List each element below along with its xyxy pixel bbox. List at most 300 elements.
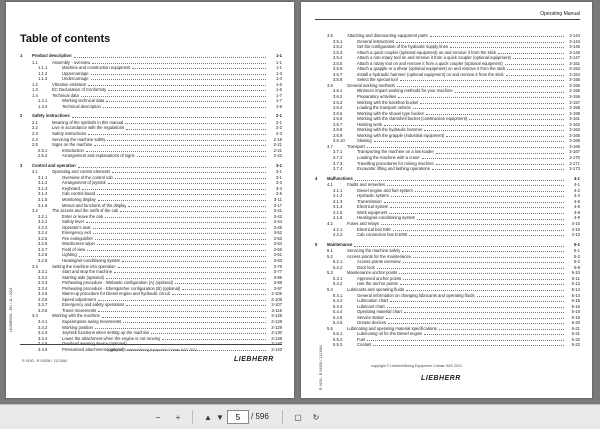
toc-title-text: Approved anchor points [357, 275, 402, 281]
footer-rule [20, 344, 282, 345]
toc-number: 4.2.1 [333, 226, 343, 232]
toc-page: 3-128 [271, 319, 282, 325]
toc-page: 3-154 [569, 71, 580, 77]
toc-title-text: Coolant [357, 342, 372, 348]
toc-title: Table of contents [20, 33, 111, 45]
toc-number: 3.2.2 [38, 219, 48, 225]
toc-page: 5-9 [573, 264, 580, 270]
toc-number: 3.6.5 [333, 110, 343, 116]
toc-page: 3-157 [569, 99, 580, 105]
toc-leader [95, 328, 266, 329]
toc-leader [355, 180, 564, 181]
toc-page: 3-156 [569, 94, 580, 100]
toc-leader [123, 322, 266, 323]
toc-leader [381, 224, 564, 225]
toc-leader [424, 334, 564, 335]
toc-title-text: Use the anchor points [357, 281, 398, 287]
toc-title-text: Uppercarriage [62, 70, 89, 76]
toc-title-text: Diesel engine and fuel system [357, 187, 413, 193]
toc-number: 3.7.4 [333, 166, 343, 172]
toc-title-text: General instructions [357, 38, 395, 44]
toc-number: 5.5.2 [333, 336, 343, 342]
toc-title-text: Enter or leave the cab [62, 213, 103, 219]
toc-title-text: Machine and construction equipment [62, 65, 131, 71]
toc-number: 4.1.2 [333, 193, 343, 199]
rotate-icon[interactable]: ↻ [312, 412, 320, 422]
toc-number: 2.5.2 [38, 153, 48, 159]
toc-leader [390, 207, 564, 208]
toc-number: 5.4 [327, 286, 333, 292]
toc-leader [97, 194, 266, 195]
toc-title-text: Travelling procedures for mining machine [357, 160, 434, 166]
toc-leader [128, 206, 266, 207]
toc-number: 1.1.2 [38, 70, 48, 76]
toc-title-text: Slewing [357, 138, 372, 144]
toc-leader [426, 114, 564, 115]
toc-page: 4-1 [573, 175, 580, 181]
toc-leader [72, 117, 266, 118]
toc-title-text: Preheating procedure - Eberspächer configuration (B) (optional) [62, 285, 181, 291]
toc-page: 3-17 [273, 202, 282, 208]
toc-page: 3-158 [569, 105, 580, 111]
toc-number: 5.4.3 [333, 303, 343, 309]
toc-title-text: Access points for the maintenance [347, 253, 412, 259]
previous-page-icon[interactable]: ▲ [204, 412, 212, 422]
toc-leader [403, 279, 564, 280]
toc-page: 3-97 [273, 285, 282, 291]
toc-number: 5.2.1 [333, 259, 343, 265]
toc-page: 1-6 [275, 81, 282, 87]
toc-page: 4-4 [573, 193, 580, 199]
toc-title-text: Working with the machine [52, 313, 100, 319]
toc-title-text: Product description [32, 53, 72, 58]
toc-title-text: Fuses and relays [347, 221, 379, 226]
toc-title-text: Loading the machine with a crane [357, 155, 420, 161]
toc-leader [377, 268, 564, 269]
toc-number: 3.6.4 [333, 105, 343, 111]
toc-page: 3-42 [273, 213, 282, 219]
toc-title-text: Grease devices [357, 320, 387, 326]
toc-page: 3-52 [273, 230, 282, 236]
toc-leader [137, 156, 266, 157]
toc-title-text: Minimum impact working methods for your machine [357, 88, 453, 94]
toc-title-text: Operating and control elements [52, 169, 111, 175]
toc-title-text: Overview of the control cab [62, 174, 113, 180]
toc-title-text: Meaning of the symbols in this manual [52, 119, 124, 125]
toc-page: 3-145 [569, 44, 580, 50]
toc-page: 4-13 [571, 232, 580, 238]
toc-page: 3-1 [275, 162, 282, 168]
toc-leader [122, 261, 266, 262]
toc-leader [387, 307, 564, 308]
toc-title-text: Service station [357, 314, 385, 320]
toc-number: 1.4.1 [38, 98, 48, 104]
toc-leader [162, 339, 266, 340]
toc-page: 1-1 [275, 59, 282, 65]
toc-number: 3.5.2 [333, 44, 343, 50]
toc-page: 3-167 [569, 149, 580, 155]
toc-page: 2-18 [273, 136, 282, 142]
zoom-out-icon[interactable]: − [155, 412, 161, 422]
toc-number: 2.5 [32, 142, 38, 148]
toc-number: 4.2 [327, 221, 333, 226]
toc-number: 3.2 [32, 208, 38, 214]
toc-title-text: Electrical system [357, 204, 389, 210]
toc-title-text: Superimpose swing movements [62, 319, 122, 325]
header-rule [315, 19, 580, 20]
toc-leader [105, 217, 266, 218]
viewer-toolbar [0, 404, 600, 429]
toc-page: 3-173 [569, 166, 580, 172]
toc-number: 3.1.2 [38, 180, 48, 186]
toc-title-text: Cab connection box E1005 [357, 232, 408, 238]
toc-number: 3.4.4 [38, 335, 48, 341]
toc-page: 3-165 [569, 132, 580, 138]
toc-title-text: Control and operation [32, 162, 76, 168]
toc-number: 3.6.2 [333, 94, 343, 100]
toc-number: 3.2.6 [38, 241, 48, 247]
toc-title-text: Loading the transport vehicle [357, 105, 411, 111]
liebherr-logo: LIEBHERR [421, 375, 461, 382]
toc-number: 1 [20, 53, 23, 58]
toc-page: 3-166 [569, 138, 580, 144]
toc-leader [98, 300, 266, 301]
toc-page: 5-19 [571, 314, 580, 320]
toc-leader [95, 239, 266, 240]
toc-number: 3.2.3 [38, 224, 48, 230]
toc-number: 3.7 [327, 143, 333, 149]
toc-title-text: Attaching and dismounting equipment parts [347, 33, 428, 38]
toc-title-text: Work equipment [357, 209, 388, 215]
toc-title-text: Hydraulic system [357, 193, 389, 199]
toc-entry[interactable] [20, 153, 282, 159]
toc-page: 5-20 [571, 320, 580, 326]
toc-leader [505, 64, 564, 65]
toc-page: 4-9 [573, 215, 580, 221]
toc-number: 3.4.5 [38, 341, 48, 347]
toc-entry[interactable] [20, 52, 282, 60]
toc-leader [102, 317, 266, 318]
toc-page: 3-56 [273, 246, 282, 252]
toc-leader [455, 92, 564, 93]
toc-title-text: Attach a grapple or a shear (optional equipment) on and remove it from the stick [357, 66, 506, 72]
fit-page-icon[interactable]: ▢ [294, 412, 302, 422]
toc-number: 3.7.1 [333, 149, 343, 155]
toc-number: 3.4.1 [38, 319, 48, 325]
toc-page: 5-14 [571, 286, 580, 292]
toc-entry[interactable] [20, 162, 282, 170]
toc-number: 3.4.3 [38, 330, 48, 336]
toc-title-text: Safety instructions [32, 113, 70, 119]
toc-page: 3-105 [271, 291, 282, 297]
toc-page: 3-147 [569, 55, 580, 61]
toc-title-text: Lower the attachment when the engine is not running [62, 335, 161, 341]
toc-number: 4.1.6 [333, 215, 343, 221]
toc-page: 3-140 [271, 341, 282, 347]
toc-title-text: Operating material chart [357, 309, 402, 315]
toc-leader [108, 90, 266, 91]
toc-title-text: Set the configuration of the hydraulic supply lines [357, 44, 449, 50]
toc-entry[interactable] [315, 342, 580, 348]
toc-title-text: Windscreen wiper [62, 241, 96, 247]
toc-title-text: Preheating procedure - Webasto configuration (A) (optional) [62, 280, 173, 286]
toc-page: 1-7 [275, 92, 282, 98]
toc-leader [98, 311, 266, 312]
toc-number: 3.1.6 [38, 202, 48, 208]
toc-page: 3-138 [271, 335, 282, 341]
toc-title-text: Setting the machine into operation [52, 263, 116, 269]
toc-number: 3.5.5 [333, 60, 343, 66]
doc-reference: R 9150 - R 91508 / 1121084 [319, 344, 323, 390]
toc-title-text: Travel movements [62, 307, 97, 313]
toc-title-text: Preparatory activities [357, 94, 397, 100]
toc-leader [354, 246, 564, 247]
right-page [301, 2, 592, 398]
toc-number: 5.4.4 [333, 309, 343, 315]
toc-number: 1.1.3 [38, 76, 48, 82]
next-page-icon[interactable]: ▼ [216, 412, 224, 422]
toc-title-text: EC Declaration of Conformity [52, 87, 107, 93]
page-header: Operating Manual [540, 11, 580, 17]
toc-page: 5-10 [571, 270, 580, 276]
liebherr-logo: LIEBHERR [234, 356, 274, 363]
toc-page: 5-14 [571, 292, 580, 298]
toc-leader [397, 86, 564, 87]
toc-title-text: Maintenance [327, 241, 353, 247]
toc-title-text: Signs on the machine [52, 142, 93, 148]
toc-number: 4.1.1 [333, 187, 343, 193]
toc-title-text: Live in accordance with the regulations [52, 125, 125, 131]
toc-title-text: Arrangement and explanations of signs [62, 153, 135, 159]
toc-number: 1.1.1 [38, 65, 48, 71]
toc-page: 3-4 [275, 185, 282, 191]
toc-number: 3.5.1 [333, 38, 343, 44]
toc-leader [118, 267, 266, 268]
toc-page: 4-8 [573, 209, 580, 215]
toc-number: 3.4.2 [38, 324, 48, 330]
toc-title-text: Vibration emission [52, 81, 87, 87]
toc-title-text: The access and the outfit of the cab [52, 208, 119, 214]
toc-page: 3-170 [569, 155, 580, 161]
toc-leader [399, 273, 564, 274]
toc-leader [393, 230, 564, 231]
toc-leader [446, 136, 564, 137]
toc-number: 3.3.1 [38, 269, 48, 275]
toc-title-text: Working technical data [62, 98, 105, 104]
toc-number: 1.4 [32, 92, 38, 98]
toc-title-text: Overload warning device (optional) [62, 341, 127, 347]
toc-page: 3-53 [273, 235, 282, 241]
toc-leader [386, 318, 564, 319]
toc-leader [172, 294, 266, 295]
toc-title-text: Lubricating oil for the Diesel engine [357, 331, 423, 337]
toc-page: 5-2 [573, 259, 580, 265]
toc-page: 1-3 [275, 70, 282, 76]
toc-leader [374, 141, 564, 142]
toc-page: 2-21 [273, 142, 282, 148]
toc-title-text: Safety lever [62, 219, 85, 225]
toc-title-text: Starting aids (optional) [62, 274, 104, 280]
toc-page: 3-146 [569, 49, 580, 55]
toc-page: 3-3 [275, 180, 282, 186]
toc-entry[interactable] [315, 175, 580, 183]
toc-leader [498, 53, 564, 54]
toc-number: 5.5 [327, 325, 333, 331]
toc-title-text: Lighting [62, 252, 77, 258]
toc-number: 2.4 [32, 136, 38, 142]
toc-number: 5.4.1 [333, 292, 343, 298]
toc-number: 5.5.1 [333, 331, 343, 337]
toc-leader [126, 129, 266, 130]
toc-number: 3.2.7 [38, 246, 48, 252]
toc-title-text: Lubricating and operating material specifications [347, 325, 437, 331]
toc-leader [78, 167, 266, 168]
toc-title-text: Speed adjustment [62, 296, 96, 302]
toc-leader [88, 85, 266, 86]
toc-leader [400, 284, 564, 285]
toc-number: 5.3.2 [333, 281, 343, 287]
toc-leader [132, 68, 266, 69]
toc-title-text: General information on changing lubricants and operating fluids [357, 292, 475, 298]
toc-number: 3.3.2 [38, 274, 48, 280]
toc-page: 3-77 [273, 269, 282, 275]
toc-page: 2-1 [275, 119, 282, 125]
toc-title-text: Keyboard [62, 185, 80, 191]
toc-page: 3-86 [273, 274, 282, 280]
toc-leader [384, 125, 564, 126]
toc-leader [413, 257, 564, 258]
toc-entry[interactable] [20, 104, 282, 110]
toc-page: 3-155 [569, 82, 580, 88]
toc-page: 4-6 [573, 198, 580, 204]
toc-title-text: Transport [347, 143, 365, 149]
toc-leader [432, 169, 564, 170]
toc-leader [373, 345, 564, 346]
toc-number: 3.6 [327, 82, 333, 88]
toc-page: 3-144 [569, 33, 580, 38]
toc-title-text: Maintenance anchor points [347, 270, 398, 276]
toc-page: 5-15 [571, 298, 580, 304]
toc-leader [81, 96, 266, 97]
toc-leader [86, 151, 266, 152]
toc-page: 1-7 [275, 98, 282, 104]
toc-title-text: Start and stop the machine [62, 269, 113, 275]
toc-number: 3.7.2 [333, 155, 343, 161]
right-toc [315, 33, 580, 348]
toc-page: 3-129 [271, 324, 282, 330]
toc-page: 5-22 [571, 336, 580, 342]
toc-entry[interactable] [315, 166, 580, 172]
toc-page: 3-61 [273, 252, 282, 258]
toc-leader [406, 290, 564, 291]
toc-entry[interactable] [315, 232, 580, 238]
toc-number: 2.3 [32, 131, 38, 137]
toc-page: 4-10 [571, 221, 580, 226]
toc-leader [422, 158, 564, 159]
toc-title-text: Working with the clamshell bucket (construction equipment) [357, 116, 468, 122]
toc-number: 3.3.3 [38, 280, 48, 286]
toc-title-text: Working position [62, 324, 93, 330]
toc-number: 5.3 [327, 270, 333, 276]
toc-leader [430, 36, 564, 37]
toc-title-text: Malfunctions [327, 175, 353, 181]
toc-leader [513, 58, 564, 59]
toc-leader [108, 183, 266, 184]
toc-leader [415, 191, 564, 192]
toc-title-text: Assembly - overview [52, 59, 91, 65]
toc-page: 3-11 [273, 196, 282, 202]
toc-page: 3-54 [273, 241, 282, 247]
toc-number: 3.2.5 [38, 235, 48, 241]
toc-title-text: Joystick functions when setting up the machine [62, 330, 150, 336]
toc-entry[interactable] [315, 241, 580, 249]
toc-leader [388, 323, 564, 324]
toc-title-text: Lubrication chart [357, 298, 388, 304]
toc-page: 1-8 [275, 103, 282, 109]
zoom-in-icon[interactable]: + [175, 412, 181, 422]
toc-page: 2-1 [275, 113, 282, 119]
toc-title-text: Hoisting work [357, 121, 383, 127]
toc-number: 3.6.10 [333, 138, 345, 144]
toc-page: 1-1 [275, 65, 282, 71]
toc-number: 3.5.4 [333, 55, 343, 61]
toc-leader [469, 119, 564, 120]
toc-title-text: Install a hydraulic hammer (optional equipment) on and remove it from the stick [357, 71, 504, 77]
toolbar-divider [192, 410, 193, 424]
toc-number: 3.5.8 [333, 77, 343, 83]
page-number-input[interactable] [227, 410, 249, 424]
toc-title-text: Fire extinguisher [62, 235, 93, 241]
toc-leader [436, 164, 564, 165]
toc-number: 5.4.2 [333, 298, 343, 304]
toc-title-text: Transmission [357, 198, 382, 204]
toc-page: 3-162 [569, 121, 580, 127]
toc-number: 3.2.9 [38, 258, 48, 263]
toc-number: 3.3.7 [38, 302, 48, 308]
toc-page: 3-143 [271, 346, 282, 352]
toc-title-text: General working methods [347, 82, 395, 88]
toc-leader [97, 244, 266, 245]
toc-title-text: Attach a non-rotary tool on and remove it from a quick coupler (optional equipment) [357, 55, 512, 61]
toc-title-text: Access points overview [357, 259, 401, 265]
toc-title-text: Lubricant chart [357, 303, 385, 309]
left-page [6, 2, 294, 398]
toc-leader [413, 108, 564, 109]
toc-title-text: Operator's seat [62, 224, 91, 230]
left-toc [20, 52, 282, 352]
toc-title-text: Transporting the machine on a low loader [357, 149, 434, 155]
toc-number: 3.3 [32, 263, 38, 269]
toc-leader [477, 296, 564, 297]
toc-leader [92, 63, 266, 64]
toc-page: 5-2 [573, 253, 580, 259]
toc-page: 3-5 [275, 191, 282, 197]
toc-entry[interactable] [20, 112, 282, 120]
toc-page: 3-44 [273, 219, 282, 225]
toc-page: 1-1 [275, 53, 282, 58]
toc-number: 3.4 [32, 313, 38, 319]
toc-title-text: Servicing the machine safely [52, 136, 106, 142]
toc-page: 5-18 [571, 309, 580, 315]
toc-number: 5 [315, 241, 318, 247]
toc-number: 4 [315, 175, 318, 181]
toc-number: 4.2.2 [333, 232, 343, 238]
toc-number: 3.2.1 [38, 213, 48, 219]
toc-number: 3.3.8 [38, 307, 48, 313]
toc-page: 3-1 [275, 169, 282, 175]
toc-leader [91, 74, 266, 75]
toc-page: 5-16 [571, 303, 580, 309]
